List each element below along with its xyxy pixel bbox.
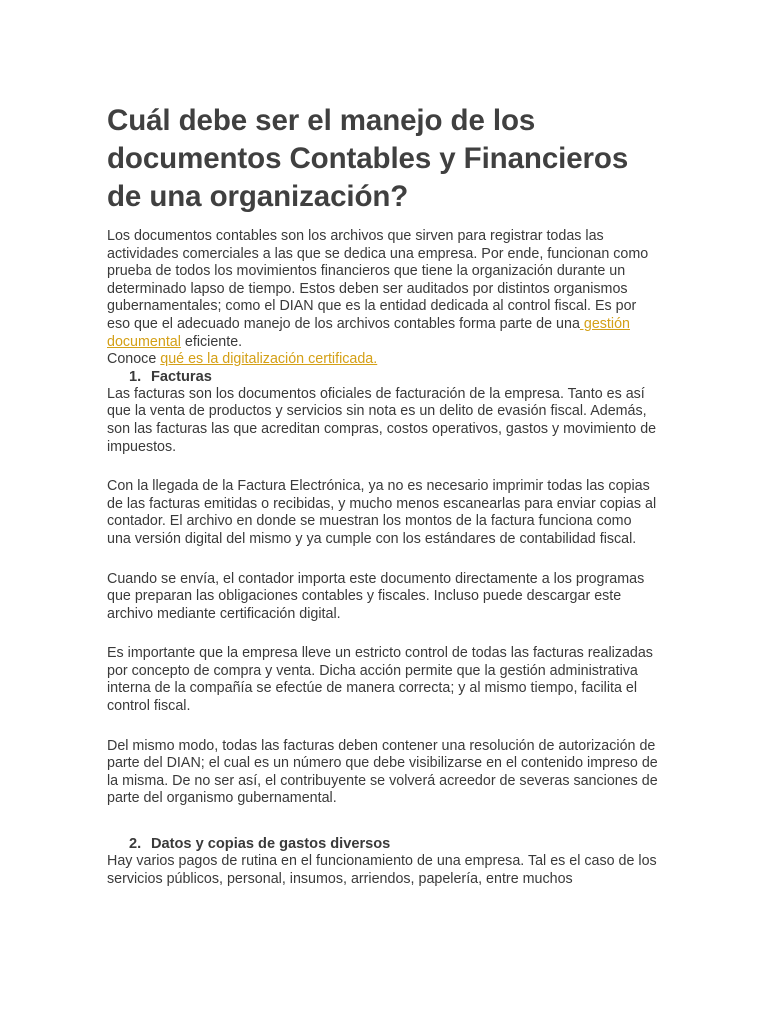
facturas-paragraph-4: Es importante que la empresa lleve un estricto control de todas las facturas realizadas por concepto de compra y venta. Dicha acción permite que la gestión administrativa interna de la compañía se efectúe de manera correcta; y al mismo tiempo, facilita el control fiscal. — [107, 645, 653, 715]
conoce-paragraph — [107, 351, 659, 369]
document-page — [107, 102, 659, 888]
gestion-documental-link[interactable]: gestión documental — [107, 315, 630, 350]
page-title: Cuál debe ser el manejo de los documentos Contables y Financieros de una organización? — [107, 104, 629, 213]
section-heading-facturas — [107, 369, 659, 386]
intro-paragraph — [107, 228, 659, 351]
gastos-paragraph-1: Hay varios pagos de rutina en el funcionamiento de una empresa. Tal es el caso de los servicios públicos, personal, insumos, arriendos, papelería, entre muchos — [107, 853, 657, 887]
section-title: Facturas — [151, 368, 212, 385]
section-heading-gastos — [107, 836, 659, 853]
digitalizacion-certificada-link[interactable]: qué es la digitalización certificada. — [160, 351, 378, 368]
facturas-paragraph-5: Del mismo modo, todas las facturas deben contener una resolución de autorización de parte del DIAN; el cual es un número que debe visibilizarse en el contenido impreso de la misma. De no ser así, el contribuyente se volverá acreedor de severas sanciones de parte del organismo gubernamental. — [107, 737, 658, 807]
conoce-prefix: Conoce — [107, 351, 161, 368]
facturas-paragraph-3: Cuando se envía, el contador importa este documento directamente a los programas que preparan las obligaciones contables y fiscales. Incluso puede descargar este archivo mediante certificación digital. — [107, 570, 645, 622]
facturas-paragraph-2: Con la llegada de la Factura Electrónica, ya no es necesario imprimir todas las copias de las facturas emitidas o recibidas, y mucho menos escanearlas para enviar copias al contador. El archivo en donde se muestran los montos de la factura funciona como una versión digital del mismo y ya cumple con los estándares de contabilidad fiscal. — [107, 478, 657, 547]
intro-text: Los documentos contables son los archivos que sirven para registrar todas las actividades comerciales a las que se dedica una empresa. Por ende, funcionan como prueba de todos los movimientos financieros que tiene la organización durante un determinado lapso de tiempo. Estos deben ser auditados por distintos organismos gubernamentales; como el DIAN que es la entidad dedicada al control fiscal. Es por eso que el adecuado manejo de los archivos contables forma parte de una — [107, 228, 649, 332]
section-number: 1. — [129, 368, 142, 385]
intro-text-end: eficiente. — [180, 333, 243, 350]
facturas-paragraph-1: Las facturas son los documentos oficiales de facturación de la empresa. Tanto es así que la venta de productos y servicios sin nota es un delito de evasión fiscal. Además, son las facturas las que acreditan compras, costos operativos, gastos y movimiento de impuestos. — [107, 385, 657, 455]
section-title: Datos y copias de gastos diversos — [151, 836, 391, 853]
section-number: 2. — [129, 836, 142, 853]
